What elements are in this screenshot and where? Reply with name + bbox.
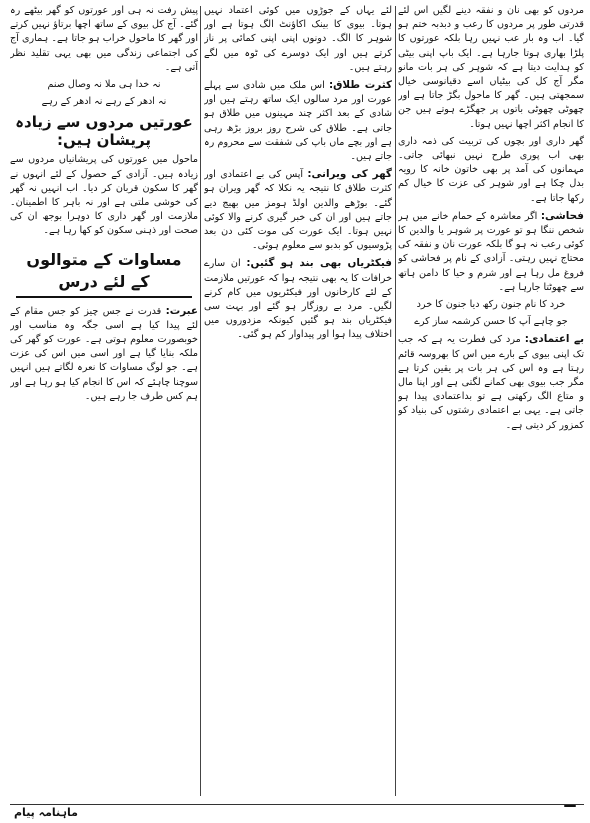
section-ibrat bbox=[10, 304, 198, 404]
magazine-title: ماہنامہ پیام bbox=[14, 806, 78, 819]
column-divider bbox=[200, 6, 201, 796]
paragraph: ماحول میں عورتوں کی پریشانیاں مردوں سے زیادہ ہیں۔ آزادی کے حصول کے لئے انہوں نے گھر کا سکون قربان کر دیا۔ اب انہیں نہ گھر کی خوشی ملتی ہے اور نہ باہر کا اطمینان۔ ملازمت اور گھر داری کا دوہرا بوجھ ان کی صحت اور ذہنی سکون کو کھا رہا ہے۔ bbox=[10, 154, 198, 237]
paragraph: گھر داری اور بچوں کی تربیت کی ذمہ داری بھی اب پوری طرح نہیں نبھائی جاتی۔ مہمانوں کی آمد پر بھی خاتون خانہ کا رویہ بدل چکا ہے اور شوہر کی عزت کا خیال کم رکھا جاتا ہے۔ bbox=[398, 135, 584, 204]
column-middle bbox=[204, 4, 392, 804]
section-kasrat-talaq bbox=[204, 78, 392, 164]
page-number-badge bbox=[564, 805, 576, 807]
paragraph: پیش رفت نہ ہی اور عورتوں کو گھر بیٹھے رہ گئے۔ آج کل بیوی کے ساتھ اچھا برتاؤ نہیں کرتے اور گھر کا ماحول خراب ہو جاتا ہے۔ ہماری آج کی اجتماعی زندگی میں بھی یہی تقلید نظر آتی ہے۔ bbox=[10, 5, 198, 73]
paragraph: اس ملک میں شادی سے پہلے عورت اور مرد سالوں ایک ساتھ رہتے ہیں اور شادی کے بعد اکثر چند مہینوں میں طلاق ہو جاتی ہے۔ طلاق کی شرح روز بروز بڑھ رہی ہے اور بچے ماں باپ کی شفقت سے محروم رہ جاتے ہیں۔ bbox=[204, 80, 392, 163]
article-title-banner: مساوات کے متوالوں کے لئے درس bbox=[16, 249, 192, 298]
subheading: عورتیں مردوں سے زیادہ پریشان ہیں: bbox=[15, 113, 193, 150]
verse-line: نہ خدا ہی ملا نہ وصال صنم bbox=[47, 79, 161, 91]
couplet-line: جو چاہے آپ کا حسن کرشمہ ساز کرے bbox=[414, 316, 568, 328]
verse-line: نہ ادھر کے رہے نہ ادھر کے رہے bbox=[41, 96, 167, 108]
paragraph: ان سارے خرافات کا یہ بھی نتیجہ ہوا کہ عورتیں ملازمت کے لئے کارخانوں اور فیکٹریوں میں کام کرنے لگیں۔ مرد بے روزگار ہو گئے اور بہت سی فیکٹریاں بند ہو گئیں کیونکہ مزدوروں میں اختلاف پیدا ہوا اور پیداوار کم ہو گئی۔ bbox=[204, 258, 392, 341]
section-heading: فیکٹریاں بھی بند ہو گئیں: bbox=[246, 257, 392, 270]
section-beetimadi bbox=[398, 332, 584, 432]
paragraph: مرد کی فطرت یہ ہے کہ جب تک اپنی بیوی کے بارے میں اس کا بھروسہ قائم رہتا ہے وہ اس کی ہر بات پر یقین کرتا ہے مگر جب بیوی بھی کمانے لگتی ہے اور اپنا مال و متاع الگ رکھتی ہے تو بداعتمادی پیدا ہو جاتی ہے۔ یہی بے اعتمادی رشتوں کی بنیاد کو کمزور کر دیتی ہے۔ bbox=[398, 334, 584, 431]
column-divider bbox=[395, 6, 396, 796]
paragraph: لئے یہاں کے جوڑوں میں کوئی اعتماد نہیں ہوتا۔ بیوی کا بینک اکاؤنٹ الگ ہوتا ہے اور شوہر کا الگ۔ دونوں اپنی اپنی کمائی پر ناز کرتے ہیں اور ایک دوسرے کی ٹوہ میں لگے رہتے ہیں۔ bbox=[204, 5, 392, 73]
section-heading: بے اعتمادی: bbox=[524, 333, 584, 346]
paragraph: آپس کی بے اعتمادی اور کثرت طلاق کا نتیجہ یہ نکلا کہ گھر ویران ہو گئے۔ بوڑھے والدین اولڈ ہومز میں بھیج دیے جاتے ہیں اور ان کی خبر گیری کرنے والا کوئی نہیں ہوتا۔ ایک عورت کی موت کئی دن بعد پڑوسیوں کو بدبو سے معلوم ہوئی۔ bbox=[204, 169, 392, 252]
paragraph: اگر معاشرہ کے حمام خانے میں ہر شخص ننگا ہو تو عورت پر شوہر یا والدین کا کوئی رعب نہ ہو گا بلکہ عورت نان و نفقہ کی محتاج نہیں رہتی۔ آزادی کے نام پر فحاشی کو فروغ مل رہا ہے اور شرم و حیا کا دامن ہاتھ سے چھوٹتا جارہا ہے۔ bbox=[398, 210, 584, 293]
page-footer bbox=[10, 804, 584, 820]
section-heading: فحاشی: bbox=[540, 209, 584, 222]
column-left bbox=[10, 4, 198, 804]
paragraph: مردوں کو بھی نان و نفقہ دینے لگیں اس لئے قدرتی طور پر مردوں کا رعب و دبدبہ ختم ہو گیا۔ اب وہ بار عب نہیں رہا بلکہ عورتوں کا پلڑا بھاری ہوتا جارہا ہے۔ ایک باپ اپنی بیٹی کو ہدایت دیتا ہے کہ شوہر کی ہر بات مانو مگر آج کل کی بیٹیاں اسے دقیانوسی خیال سمجھتی ہیں۔ گھر کا ماحول بگڑ جاتا ہے اور چھوٹی چھوٹی باتوں پر جھگڑے ہوتے ہیں جن کا انجام اکثر اچھا نہیں ہوتا۔ bbox=[398, 5, 584, 130]
section-ghar-ki-veerani bbox=[204, 167, 392, 253]
section-heading: عبرت: bbox=[165, 304, 198, 317]
section-heading: کثرت طلاق: bbox=[328, 79, 392, 92]
section-heading: گھر کی ویرانی: bbox=[307, 168, 392, 181]
section-fahashi bbox=[398, 209, 584, 295]
paragraph: قدرت نے جس چیز کو جس مقام کے لئے پیدا کیا ہے اسی جگہ وہ مناسب اور خوبصورت معلوم ہوتی ہے۔ عورت کو گھر کی ملکہ بنایا گیا ہے اور اسی میں اس کی عزت ہے۔ جو لوگ مساوات کا نعرہ لگاتے ہیں انہیں سوچنا چاہئے کہ اس کا انجام کیا ہو رہا ہے اور ہم کس طرف جا رہے ہیں۔ bbox=[10, 305, 198, 402]
section-factories bbox=[204, 256, 392, 342]
newspaper-page bbox=[4, 4, 586, 819]
column-right bbox=[398, 4, 584, 804]
couplet-line: خرد کا نام جنون رکھ دیا جنون کا خرد bbox=[416, 299, 566, 311]
